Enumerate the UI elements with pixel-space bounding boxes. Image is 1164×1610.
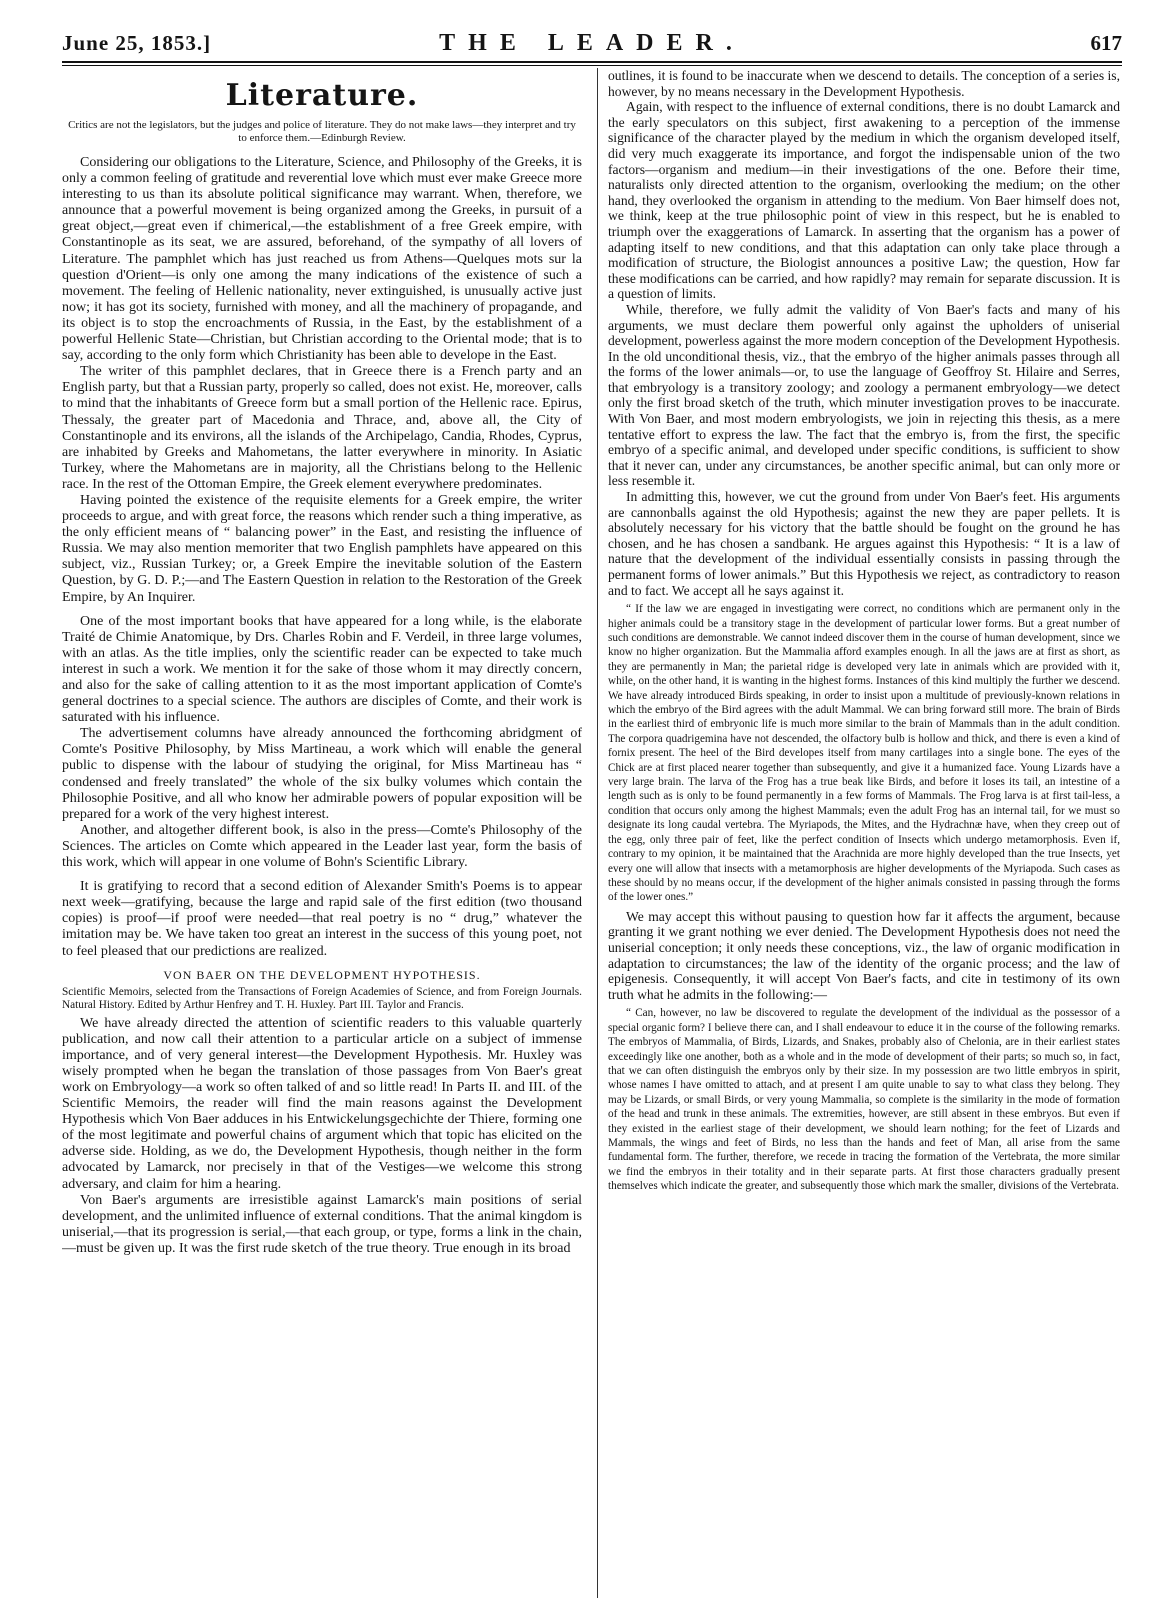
paragraph: outlines, it is found to be inaccurate when we descend to details. The conception of a series is, however, by no means necessary in the Development Hypothesis. [608, 68, 1120, 99]
issue-date: June 25, 1853.] [62, 31, 212, 55]
paragraph: We may accept this without pausing to question how far it affects the argument, because granting it we grant nothing we ever denied. The Development Hypothesis does not need the uniserial conception; it only needs these conceptions, viz., the law of organic modification in adaptation to circumstances; the law of the identity of the organic process; and the law of epigenesis. Consequently, it will accept Von Baer's facts, and cite in testimony of its own truth what he admits in the following:— [608, 908, 1120, 1002]
paragraph: We have already directed the attention of scientific readers to this valuable quarterly publication, and now call their attention to a particular article on a subject of immense importance, and of very general interest—the Development Hypothesis. Mr. Huxley was wisely prompted when he began the translation of those passages from Von Baer's great work on Embryology—a work so often talked of and so little read! In Parts II. and III. of the Scientific Memoirs, the reader will find the main reasons against the Development Hypothesis which Von Baer adduces in his Entwickelungsgechichte der Thiere, forming one of the most legitimate and powerful chains of argument which that topic has elicited on the adverse side. Holding, as we do, the Development Hypothesis, though neither in the form advocated by Lamarck, nor precisely in that of the Vestiges—we welcome this strong adversary, and claim for him a hearing. [62, 1015, 582, 1192]
paragraph: The advertisement columns have already announced the forthcoming abridgment of Comte's Positive Philosophy, by Miss Martineau, a work which will enable the general public to dispense with the labour of studying the original, for Miss Martineau has “ condensed and freely translated” the whole of the six bulky volumes which contain the Philosophie Positive, and all who know her admirable powers of popular exposition will be prepared for a work of the very highest interest. [62, 726, 582, 822]
block-quote: “ If the law we are engaged in investigating were correct, no conditions which are permanent only in the higher animals could be a transitory stage in the development of particular lower forms. But a great number of such conditions are demonstrable. We cannot indeed discover them in the course of human development, since we know no higher organization. But the Mammalia afford examples enough. In all the jaws are at first as short, as they are permanently in Man; the parietal ridge is developed very late in animals which are provided with it, while, on the other hand, it is wanting in the highest forms. Instances of this kind multiply the further we descend. We have already introduced Birds speaking, in order to insist upon a multitude of previously-known relations in which the embryo of the Bird agrees with the adult Mammal. We can bring forward still more. The brain of Birds in the earliest third of embryonic life is much more similar to the brain of Mammals than in the adult condition. The corpora quadrigemina have not descended, the olfactory bulb is hollow and thick, and there is even a kind of fornix present. The heel of the Bird developes itself from many cartilages into a single bone. The eyes of the Chick are at first placed nearer together than subsequently, and give it a humanized face. Young Lizards have a very large brain. The larva of the Frog has a true beak like Birds, and before it loses its tail, an intestine of a length such as is only to be found permanently in a few forms of Mammals. The Frog larva is at first tail-less, a condition that occurs only among the highest Mammals; even the adult Frog has an internal tail, for we must so designate its long caudal vertebra. The Myriapods, the Mites, and the Hydrachnæ have, when they creep out of the egg, only three pair of feet, like the perfect condition of Insects which undergo metamorphosis. Even if, contrary to my opinion, it be maintained that the Arachnida are more highly developed than the true Insects, yet every one will allow that insects with a metamorphosis are higher developments of the Myriapoda. Such cases as these should by no means occur, if the development of the higher animals consisted in passing through the forms of the lower ones.” [608, 603, 1120, 904]
article-subheading: VON BAER ON THE DEVELOPMENT HYPOTHESIS. [163, 967, 481, 982]
left-column [62, 68, 582, 1598]
column-divider [597, 68, 598, 1598]
paragraph: Again, with respect to the influence of external conditions, there is no doubt Lamarck and the early speculators on this subject, first awakening to a perception of the immense significance of the character played by the medium in which the organism developed itself, did very much exaggerate its importance, and forgot the indispensable union of the two factors—organism and medium—in their investigations of the one. Before their time, naturalists only directed attention to the organism, overlooking the medium; on the other hand, they overlooked the organism in attending to the medium. Von Baer himself does not, we think, keep at the true philosophic point of view in this respect, but he is enabled to triumph over the exaggerations of Lamarck. In asserting that the organism has a power of adapting itself to new conditions, and that this adaptation can only take place through a modification of structure, the Biologist announces a positive Law; the question, How far these modifications can be carried, and how rapidly? may remain for separate discussion. It is a question of limits. [608, 99, 1120, 302]
section-motto: Critics are not the legislators, but the judges and police of literature. They do not make laws—they interpret and try to enforce them.—Edinburgh Review. [68, 119, 576, 144]
section-heading: Literature. [225, 78, 419, 113]
page-header [62, 28, 1122, 58]
paragraph: Von Baer's arguments are irresistible against Lamarck's main positions of serial development, and the unlimited influence of external conditions. That the animal kingdom is uniserial,—that its progression is serial,—that each group, or type, forms a link in the chain,—must be given up. It was the first rude sketch of the true theory. True enough in its broad [62, 1192, 582, 1256]
header-rule-thin [62, 65, 1122, 66]
paragraph: Considering our obligations to the Literature, Science, and Philosophy of the Greeks, it is only a common feeling of gratitude and reverential love which must ever make Greece more interesting to us than its absolute political significance may warrant. When, therefore, we announce that a powerful movement is being organized among the Greeks, in pursuit of a great object,—great even if chimerical,—the establishment of a free Greek empire, with Constantinople as its seat, we are assured, beforehand, of the sympathy of all lovers of Literature. The pamphlet which has just reached us from Athens—Quelques mots sur la question d'Orient—is only one among the many indications of the existence of such a movement. The feeling of Hellenic nationality, never extinguished, is unusually active just now; it has got its society, furnished with money, and all the machinery of propagande, and its object is to stop the encroachments of Russia, in the East, by the establishment of a powerful Hellenic State—Christian, but Christian according to the Oriental mode; that is to say, according to the only form which Christianity has been able to develope in the East. [62, 155, 582, 364]
block-quote: “ Can, however, no law be discovered to regulate the development of the individual as the possessor of a special organic form? I believe there can, and I shall endeavour to educe it in the course of the following remarks. The embryos of Mammalia, of Birds, Lizards, and Snakes, probably also of Chelonia, are in their earliest states exceedingly like one another, both as a whole and in the mode of development of their parts; so much so, in fact, that we can often distinguish the embryos only by their size. In my possession are two little embryos in spirit, whose names I have omitted to attach, and at present I am quite unable to say to what class they belong. They may be Lizards, or small Birds, or very young Mammalia, so complete is the similarity in the mode of formation of the head and trunk in these animals. The extremities, however, are still absent in these embryos. But even if they existed in the earliest stage of their development, we should learn nothing; for the feet of Lizards and Mammals, the wings and feet of Birds, no less than the hands and feet of Man, all arise from the same fundamental form. The further, therefore, we recede in tracing the formation of the Vertebrata, the more similar we find the embryos in their totality and in their separate parts. At first those characters gradually present themselves which indicate the greater, and subsequently those which mark the smaller, divisions of the Vertebrata. [608, 1007, 1120, 1193]
paragraph: While, therefore, we fully admit the validity of Von Baer's facts and many of his arguments, we must declare them powerful only against the upholders of uniserial development, powerless against the more modern conception of the Development Hypothesis. In the old unconditional thesis, viz., that the embryo of the higher animals passes through all the forms of the lower animals—or, to use the language of Geoffroy St. Hilaire and Serres, that embryology is a transitory zoology; and zoology a permanent embryology—we detect only the first broad sketch of the truth, which minuter investigation proves to be inaccurate. With Von Baer, and most modern embryologists, we join in rejecting this thesis, as a mere tentative effort to express the law. The fact that the embryo is, from the first, the specific embryo of a specific animal, and developed under specific conditions, is sufficient to show that it never can, under any circumstances, be another specific animal, but can only more or less resemble it. [608, 301, 1120, 489]
right-column [608, 68, 1120, 1598]
masthead-title: THE LEADER. [439, 30, 745, 56]
header-rule [62, 61, 1122, 63]
paragraph: Having pointed the existence of the requisite elements for a Greek empire, the writer proceeds to argue, and with great force, the reasons which render such a thing imperative, as the only efficient means of “ balancing power” in the East, and resisting the influence of Russia. We may also mention memoriter that two English pamphlets have appeared on this subject, viz., Russian Turkey; or, a Greek Empire the inevitable solution of the Eastern Question, by G. D. P.;—and The Eastern Question in relation to the Restoration of the Greek Empire, by An Inquirer. [62, 492, 582, 605]
paragraph: In admitting this, however, we cut the ground from under Von Baer's feet. His arguments are cannonballs against the old Hypothesis; against the new they are paper pellets. It is absolutely necessary for his victory that the battle should be fought on the ground he has chosen, and he has chosen a sandbank. He argues against this Hypothesis: “ It is a law of nature that the development of the individual essentially consists in passing through the permanent forms of lower animals.” But this Hypothesis we reject, as contradictory to reason and to fact. We accept all he says against it. [608, 489, 1120, 598]
paragraph: It is gratifying to record that a second edition of Alexander Smith's Poems is to appear next week—gratifying, because the large and rapid sale of the first edition (two thousand copies) is proof—if proof were needed—that real poetry is no “ drug,” whatever the imitation may be. We have taken too great an interest in the success of this young poet, not to feel pleased that our predictions are realized. [62, 879, 582, 959]
paragraph: One of the most important books that have appeared for a long while, is the elaborate Traité de Chimie Anatomique, by Drs. Charles Robin and F. Verdeil, in three large volumes, with an atlas. As the title implies, only the scientific reader can be expected to take much interest in such a work. We mention it for the sake of those whom it may directly concern, and also for the sake of calling attention to it as the most important application of Comte's general doctrines to a special science. The authors are disciples of Comte, and their work is saturated with his influence. [62, 613, 582, 726]
paragraph: The writer of this pamphlet declares, that in Greece there is a French party and an English party, but that a Russian party, properly so called, does not exist. He, moreover, calls to mind that the inhabitants of Greece form but a small portion of the Hellenic race. Epirus, Thessaly, the greater part of Macedonia and Thrace, and, above all, the City of Constantinople and its environs, all the islands of the Archipelago, Candia, Rhodes, Cyprus, are inhabited by Greeks and Mahometans, the latter everywhere in minority. In Asiatic Turkey, where the Mahometans are in majority, all the Christians belong to the Hellenic race. In the rest of the Ottoman Empire, the Greek element everywhere predominates. [62, 364, 582, 492]
paragraph: Another, and altogether different book, is also in the press—Comte's Philosophy of the Sciences. The articles on Comte which appeared in the Leader last year, form the basis of this work, which will appear in one volume of Bohn's Scientific Library. [62, 822, 582, 871]
page-number: 617 [1090, 31, 1122, 55]
book-citation: Scientific Memoirs, selected from the Transactions of Foreign Academies of Science, and from Foreign Journals. Natural History. Edited by Arthur Henfrey and T. H. Huxley. Part III. Taylor and Francis. [62, 985, 582, 1011]
